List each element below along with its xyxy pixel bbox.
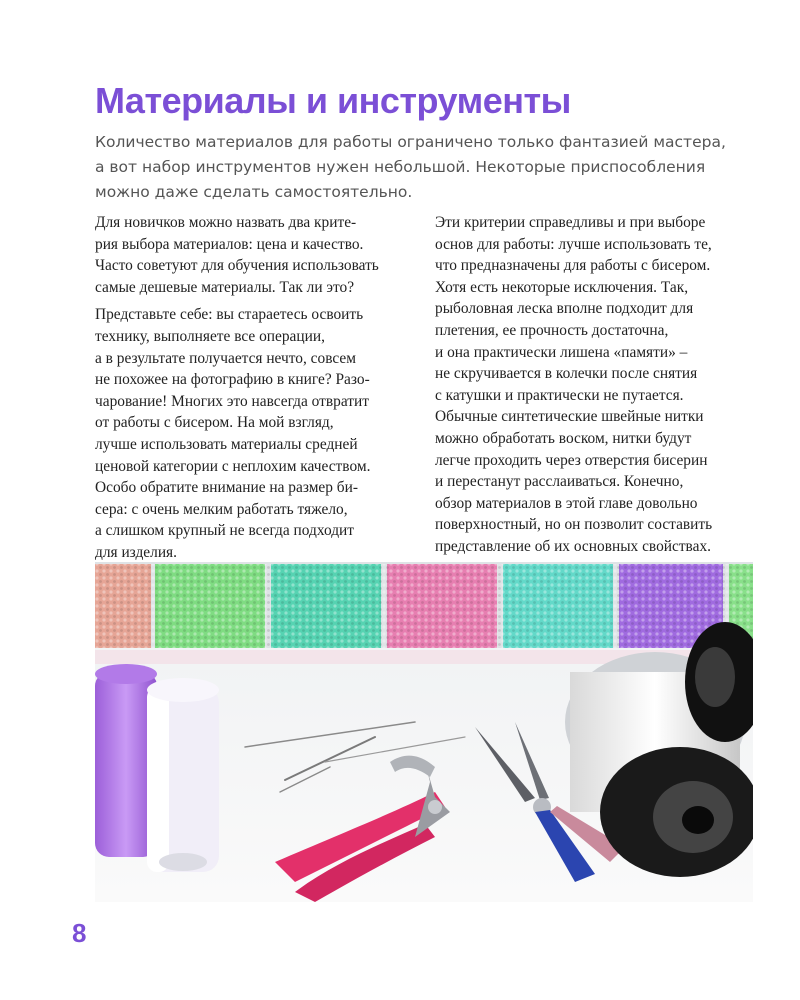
text-line: Обычные синтетические швейные нитки: [435, 408, 704, 426]
text-line: можно обработать воском, нитки будут: [435, 429, 692, 447]
text-line: что предназначены для работы с бисером.: [435, 257, 711, 275]
text-line: не похожее на фотографию в книге? Разо-: [95, 371, 370, 389]
text-line: а в результате получается нечто, совсем: [95, 349, 356, 367]
paragraph: [95, 304, 415, 563]
text-line: от работы с бисером. На мой взгляд,: [95, 414, 334, 432]
text-line: рыболовная леска вполне подходит для: [435, 300, 694, 318]
text-line: плетения, ее прочность достаточна,: [435, 321, 669, 339]
text-line: лучше использовать материалы средней: [95, 435, 358, 453]
left-text-column: [95, 212, 415, 564]
text-line: технику, выполняете все операции,: [95, 327, 325, 345]
photo-illustration: [95, 562, 753, 902]
right-text-column: [435, 212, 760, 558]
text-line: а слишком крупный не всегда подходит: [95, 522, 354, 540]
text-line: представление об их основных свойствах.: [435, 537, 711, 555]
text-line: рия выбора материалов: цена и качество.: [95, 235, 364, 253]
page-number: 8: [72, 918, 87, 948]
text-line: Эти критерии справедливы и при выборе: [435, 214, 706, 231]
text-line: легче проходить через отверстия бисерин: [435, 451, 708, 469]
text-line: основ для работы: лучше использовать те,: [435, 235, 712, 253]
text-line: с катушки и практически не путается.: [435, 386, 684, 404]
paragraph: [435, 212, 760, 558]
text-line: не скручивается в колечки после снятия: [435, 365, 698, 383]
page-title: Материалы и инструменты: [95, 80, 571, 121]
lead-line: можно даже сделать самостоятельно.: [95, 183, 413, 201]
text-line: Хотя есть некоторые исключения. Так,: [435, 278, 689, 296]
lead-paragraph: [95, 130, 735, 205]
lead-line: Количество материалов для работы ограничено только фантазией мастера,: [95, 133, 726, 151]
white-thread-spool: [147, 678, 219, 872]
text-line: и перестанут расслаиваться. Конечно,: [435, 473, 684, 491]
lead-line: а вот набор инструментов нужен небольшой. Некоторые приспособления: [95, 158, 706, 176]
paragraph: [95, 212, 415, 298]
text-line: ценовой категории с неплохим качеством.: [95, 457, 371, 475]
text-line: Особо обратите внимание на размер би-: [95, 479, 359, 497]
text-line: обзор материалов в этой главе довольно: [435, 494, 698, 512]
text-line: Представьте себе: вы стараетесь освоить: [95, 306, 364, 324]
text-line: для изделия.: [95, 543, 177, 561]
text-line: чарование! Многих это навсегда отвратит: [95, 392, 369, 410]
text-line: и она практически лишена «памяти» –: [435, 343, 688, 361]
text-line: Часто советуют для обучения использовать: [95, 257, 379, 275]
beading-materials-photo: [95, 562, 753, 902]
text-line: поверхностный, но он позволит составить: [435, 516, 713, 534]
text-line: Для новичков можно назвать два крите-: [95, 214, 357, 231]
text-line: самые дешевые материалы. Так ли это?: [95, 278, 355, 296]
text-line: сера: с очень мелким работать тяжело,: [95, 500, 348, 518]
